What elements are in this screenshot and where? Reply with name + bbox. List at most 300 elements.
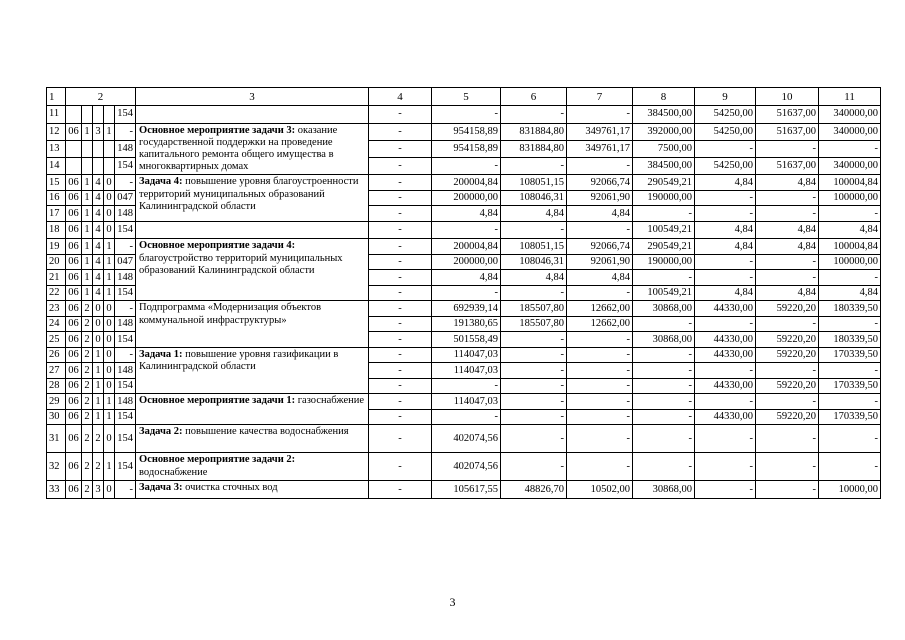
description-cell (136, 481, 369, 499)
value-cell: 59220,20 (756, 378, 819, 394)
code-cell: 0 (104, 175, 115, 191)
description-cell (136, 425, 369, 453)
value-cell: - (369, 123, 432, 140)
value-cell: - (432, 106, 501, 124)
value-cell: - (501, 394, 567, 410)
code-cell (93, 140, 104, 157)
code-cell: 06 (66, 301, 82, 317)
table-body (47, 88, 881, 499)
value-cell: 190000,00 (633, 254, 695, 270)
value-cell: - (369, 221, 432, 239)
value-cell: 100549,21 (633, 221, 695, 239)
value-cell: - (567, 158, 633, 175)
code-cell (104, 158, 115, 175)
code-cell: 148 (115, 394, 136, 410)
value-cell: - (756, 481, 819, 499)
value-cell: - (695, 363, 756, 379)
value-cell: 340000,00 (819, 106, 881, 124)
description-cell (136, 394, 369, 425)
row-number-cell: 17 (47, 206, 66, 222)
value-cell: - (432, 378, 501, 394)
code-cell: 06 (66, 347, 82, 363)
value-cell: 170339,50 (819, 378, 881, 394)
value-cell: 185507,80 (501, 316, 567, 332)
value-cell: - (369, 270, 432, 286)
value-cell: 4,84 (432, 270, 501, 286)
code-cell: 06 (66, 332, 82, 348)
code-cell: 047 (115, 254, 136, 270)
code-cell: 06 (66, 123, 82, 140)
value-cell: - (695, 481, 756, 499)
description-text: повышение качества водоснабжения (185, 426, 349, 438)
header-cell-3: 3 (136, 88, 369, 106)
row-number-cell: 30 (47, 409, 66, 425)
value-cell: 692939,14 (432, 301, 501, 317)
value-cell: 54250,00 (695, 106, 756, 124)
value-cell: 59220,20 (756, 301, 819, 317)
code-cell: 154 (115, 285, 136, 301)
value-cell: 340000,00 (819, 158, 881, 175)
value-cell: 954158,89 (432, 123, 501, 140)
value-cell: - (756, 316, 819, 332)
code-cell: 06 (66, 409, 82, 425)
value-cell: 100004,84 (819, 175, 881, 191)
value-cell: 44330,00 (695, 301, 756, 317)
code-cell: 154 (115, 158, 136, 175)
description-cell (136, 123, 369, 175)
code-cell: 0 (104, 378, 115, 394)
value-cell: - (633, 206, 695, 222)
code-cell: 1 (93, 363, 104, 379)
row-number-cell: 14 (47, 158, 66, 175)
row-number-cell: 13 (47, 140, 66, 157)
code-cell (93, 106, 104, 124)
header-cell-1: 1 (47, 88, 66, 106)
value-cell: - (756, 254, 819, 270)
code-cell: 154 (115, 453, 136, 481)
value-cell: - (432, 158, 501, 175)
value-cell: - (756, 190, 819, 206)
description-cell (136, 221, 369, 239)
code-cell: 2 (82, 453, 93, 481)
value-cell: 191380,65 (432, 316, 501, 332)
code-cell: 0 (93, 316, 104, 332)
description-cell (136, 106, 369, 124)
row-number-cell: 32 (47, 453, 66, 481)
code-cell: 06 (66, 175, 82, 191)
row-number-cell: 22 (47, 285, 66, 301)
value-cell: 100000,00 (819, 190, 881, 206)
value-cell: - (501, 158, 567, 175)
code-cell: 06 (66, 481, 82, 499)
value-cell: - (501, 347, 567, 363)
value-cell: - (369, 106, 432, 124)
value-cell: - (633, 394, 695, 410)
value-cell: 4,84 (756, 175, 819, 191)
value-cell: 4,84 (567, 206, 633, 222)
value-cell: - (369, 206, 432, 222)
header-row (47, 88, 881, 106)
value-cell: - (819, 453, 881, 481)
value-cell: - (633, 453, 695, 481)
value-cell: - (369, 285, 432, 301)
code-cell: 06 (66, 316, 82, 332)
value-cell: - (756, 453, 819, 481)
code-cell: 2 (82, 425, 93, 453)
code-cell: 154 (115, 378, 136, 394)
value-cell: - (369, 175, 432, 191)
code-cell: 1 (104, 270, 115, 286)
value-cell: 30868,00 (633, 481, 695, 499)
page-number: 3 (449, 595, 456, 609)
value-cell: - (369, 332, 432, 348)
code-cell: 4 (93, 221, 104, 239)
code-cell: 148 (115, 363, 136, 379)
code-cell: 06 (66, 425, 82, 453)
code-cell: 148 (115, 206, 136, 222)
budget-table (46, 87, 881, 499)
value-cell: 59220,20 (756, 332, 819, 348)
code-cell: 06 (66, 206, 82, 222)
code-cell: 06 (66, 239, 82, 255)
value-cell: 4,84 (501, 270, 567, 286)
row-number-cell: 20 (47, 254, 66, 270)
description-heading: Основное мероприятие задачи 2: (139, 454, 296, 466)
value-cell: 10502,00 (567, 481, 633, 499)
code-cell: 1 (104, 394, 115, 410)
value-cell: - (567, 347, 633, 363)
value-cell: 100000,00 (819, 254, 881, 270)
value-cell: - (369, 378, 432, 394)
value-cell: - (501, 106, 567, 124)
value-cell: - (633, 378, 695, 394)
value-cell: 51637,00 (756, 123, 819, 140)
value-cell: 402074,56 (432, 453, 501, 481)
code-cell: 2 (82, 409, 93, 425)
table-row (47, 453, 881, 481)
value-cell: - (369, 363, 432, 379)
value-cell: - (633, 316, 695, 332)
value-cell: - (369, 347, 432, 363)
table-row (47, 123, 881, 140)
code-cell: 1 (104, 409, 115, 425)
row-number-cell: 31 (47, 425, 66, 453)
code-cell: - (115, 123, 136, 140)
description-cell (136, 347, 369, 394)
code-cell: 4 (93, 254, 104, 270)
row-number-cell: 12 (47, 123, 66, 140)
value-cell: 349761,17 (567, 123, 633, 140)
value-cell: 4,84 (819, 221, 881, 239)
code-cell: 1 (104, 123, 115, 140)
code-cell: 4 (93, 175, 104, 191)
value-cell: - (432, 221, 501, 239)
table-row (47, 239, 881, 255)
code-cell: 0 (104, 206, 115, 222)
code-cell (82, 106, 93, 124)
value-cell: 200004,84 (432, 239, 501, 255)
value-cell: 384500,00 (633, 158, 695, 175)
value-cell: 59220,20 (756, 347, 819, 363)
code-cell: 1 (82, 206, 93, 222)
code-cell: 148 (115, 140, 136, 157)
description-heading: Основное мероприятие задачи 1: (139, 395, 296, 407)
description-text: повышение уровня газификации в Калининградской области (139, 348, 339, 373)
value-cell: - (567, 453, 633, 481)
table-row (47, 425, 881, 453)
value-cell: 4,84 (695, 285, 756, 301)
value-cell: - (695, 453, 756, 481)
value-cell: 200000,00 (432, 190, 501, 206)
value-cell: 180339,50 (819, 332, 881, 348)
code-cell: 0 (104, 425, 115, 453)
code-cell: 047 (115, 190, 136, 206)
value-cell: - (567, 425, 633, 453)
value-cell: 290549,21 (633, 239, 695, 255)
value-cell: 4,84 (432, 206, 501, 222)
header-cell-6: 6 (501, 88, 567, 106)
value-cell: - (819, 316, 881, 332)
value-cell: 59220,20 (756, 409, 819, 425)
value-cell: - (756, 394, 819, 410)
row-number-cell: 28 (47, 378, 66, 394)
value-cell: 100549,21 (633, 285, 695, 301)
value-cell: - (501, 453, 567, 481)
code-cell: 154 (115, 106, 136, 124)
value-cell: - (695, 206, 756, 222)
header-cell-2: 2 (66, 88, 136, 106)
code-cell: - (115, 239, 136, 255)
code-cell: 1 (93, 378, 104, 394)
row-number-cell: 26 (47, 347, 66, 363)
code-cell: 06 (66, 378, 82, 394)
value-cell: - (432, 409, 501, 425)
value-cell: - (501, 425, 567, 453)
value-cell: - (567, 221, 633, 239)
value-cell: - (369, 453, 432, 481)
code-cell: 1 (82, 254, 93, 270)
code-cell: 3 (93, 123, 104, 140)
value-cell: - (633, 347, 695, 363)
code-cell: - (115, 347, 136, 363)
code-cell: 06 (66, 221, 82, 239)
value-cell: 170339,50 (819, 347, 881, 363)
value-cell: 114047,03 (432, 394, 501, 410)
header-cell-9: 9 (695, 88, 756, 106)
value-cell: - (369, 140, 432, 157)
value-cell: - (567, 106, 633, 124)
value-cell: 4,84 (756, 239, 819, 255)
code-cell: 1 (82, 123, 93, 140)
value-cell: 954158,89 (432, 140, 501, 157)
value-cell: 12662,00 (567, 301, 633, 317)
value-cell: 44330,00 (695, 378, 756, 394)
code-cell: 0 (104, 363, 115, 379)
code-cell: 2 (93, 425, 104, 453)
code-cell: 2 (82, 332, 93, 348)
value-cell: - (695, 425, 756, 453)
value-cell: 392000,00 (633, 123, 695, 140)
code-cell: 154 (115, 409, 136, 425)
code-cell: 154 (115, 332, 136, 348)
value-cell: - (567, 409, 633, 425)
value-cell: - (695, 254, 756, 270)
value-cell: - (819, 394, 881, 410)
value-cell: 831884,80 (501, 140, 567, 157)
value-cell: 4,84 (756, 221, 819, 239)
description-heading: Задача 1: (139, 348, 183, 360)
description-text: благоустройство территорий муниципальных образований Калининградской области (139, 252, 343, 276)
value-cell: - (567, 394, 633, 410)
value-cell: - (369, 190, 432, 206)
header-cell-8: 8 (633, 88, 695, 106)
value-cell: 402074,56 (432, 425, 501, 453)
value-cell: - (819, 363, 881, 379)
row-number-cell: 18 (47, 221, 66, 239)
code-cell: 2 (93, 453, 104, 481)
value-cell: - (756, 270, 819, 286)
code-cell: 4 (93, 270, 104, 286)
code-cell: 1 (104, 285, 115, 301)
value-cell: - (819, 206, 881, 222)
code-cell: 0 (93, 332, 104, 348)
row-number-cell: 19 (47, 239, 66, 255)
value-cell: 12662,00 (567, 316, 633, 332)
row-number-cell: 21 (47, 270, 66, 286)
code-cell: 06 (66, 254, 82, 270)
header-cell-5: 5 (432, 88, 501, 106)
value-cell: 10000,00 (819, 481, 881, 499)
code-cell (66, 140, 82, 157)
value-cell: 54250,00 (695, 123, 756, 140)
value-cell: 349761,17 (567, 140, 633, 157)
value-cell: - (369, 254, 432, 270)
row-number-cell: 23 (47, 301, 66, 317)
value-cell: - (819, 425, 881, 453)
code-cell: 0 (104, 301, 115, 317)
description-heading: Основное мероприятие задачи 4: (139, 240, 296, 252)
header-cell-4: 4 (369, 88, 432, 106)
table-row (47, 175, 881, 191)
table-row (47, 347, 881, 363)
code-cell: 2 (82, 316, 93, 332)
value-cell: 54250,00 (695, 158, 756, 175)
value-cell: - (756, 425, 819, 453)
code-cell (66, 106, 82, 124)
code-cell (66, 158, 82, 175)
code-cell: 2 (82, 363, 93, 379)
value-cell: - (633, 363, 695, 379)
row-number-cell: 27 (47, 363, 66, 379)
code-cell: 3 (93, 481, 104, 499)
value-cell: 108051,15 (501, 239, 567, 255)
value-cell: - (369, 316, 432, 332)
table-row (47, 106, 881, 124)
value-cell: 340000,00 (819, 123, 881, 140)
code-cell: 0 (93, 301, 104, 317)
value-cell: - (695, 270, 756, 286)
code-cell: 1 (93, 394, 104, 410)
value-cell: - (369, 239, 432, 255)
code-cell: 4 (93, 206, 104, 222)
table-row (47, 221, 881, 239)
code-cell: 154 (115, 221, 136, 239)
code-cell: 4 (93, 190, 104, 206)
code-cell: 4 (93, 239, 104, 255)
value-cell: - (369, 425, 432, 453)
value-cell: - (432, 285, 501, 301)
value-cell: - (695, 190, 756, 206)
code-cell: 4 (93, 285, 104, 301)
value-cell: - (369, 158, 432, 175)
code-cell: 2 (82, 378, 93, 394)
value-cell: 92066,74 (567, 175, 633, 191)
code-cell (104, 140, 115, 157)
value-cell: 7500,00 (633, 140, 695, 157)
code-cell (93, 158, 104, 175)
value-cell: 30868,00 (633, 301, 695, 317)
code-cell: 06 (66, 270, 82, 286)
value-cell: 51637,00 (756, 158, 819, 175)
value-cell: 200004,84 (432, 175, 501, 191)
description-cell: Подпрограмма «Модернизация объектов коммунальной инфраструктуры» (136, 301, 369, 348)
value-cell: - (567, 363, 633, 379)
code-cell: 06 (66, 394, 82, 410)
value-cell: - (633, 425, 695, 453)
table-row (47, 301, 881, 317)
value-cell: 44330,00 (695, 409, 756, 425)
value-cell: 108046,31 (501, 190, 567, 206)
row-number-cell: 29 (47, 394, 66, 410)
value-cell: 108051,15 (501, 175, 567, 191)
value-cell: 185507,80 (501, 301, 567, 317)
code-cell: 06 (66, 453, 82, 481)
value-cell: 100004,84 (819, 239, 881, 255)
code-cell: 06 (66, 285, 82, 301)
value-cell: 190000,00 (633, 190, 695, 206)
description-heading: Задача 4: (139, 176, 183, 188)
value-cell: 92066,74 (567, 239, 633, 255)
value-cell: 4,84 (695, 221, 756, 239)
description-cell (136, 239, 369, 301)
value-cell: 4,84 (756, 285, 819, 301)
value-cell: - (695, 394, 756, 410)
code-cell: 1 (82, 221, 93, 239)
description-text: оказание государственной поддержки на проведение капитального ремонта общего имущества в многоквартирных домах (139, 124, 338, 173)
description-cell (136, 453, 369, 481)
code-cell: - (115, 301, 136, 317)
value-cell: 4,84 (567, 270, 633, 286)
value-cell: 4,84 (501, 206, 567, 222)
row-number-cell: 25 (47, 332, 66, 348)
code-cell: 1 (104, 239, 115, 255)
value-cell: 384500,00 (633, 106, 695, 124)
value-cell: - (501, 378, 567, 394)
value-cell: 44330,00 (695, 332, 756, 348)
code-cell: 1 (82, 270, 93, 286)
value-cell: - (501, 285, 567, 301)
value-cell: 114047,03 (432, 363, 501, 379)
code-cell: - (115, 175, 136, 191)
code-cell: 0 (104, 481, 115, 499)
value-cell: - (633, 409, 695, 425)
description-heading: Задача 2: (139, 426, 183, 438)
header-cell-7: 7 (567, 88, 633, 106)
code-cell: 1 (104, 254, 115, 270)
value-cell: - (369, 409, 432, 425)
value-cell: - (501, 363, 567, 379)
code-cell: 06 (66, 363, 82, 379)
